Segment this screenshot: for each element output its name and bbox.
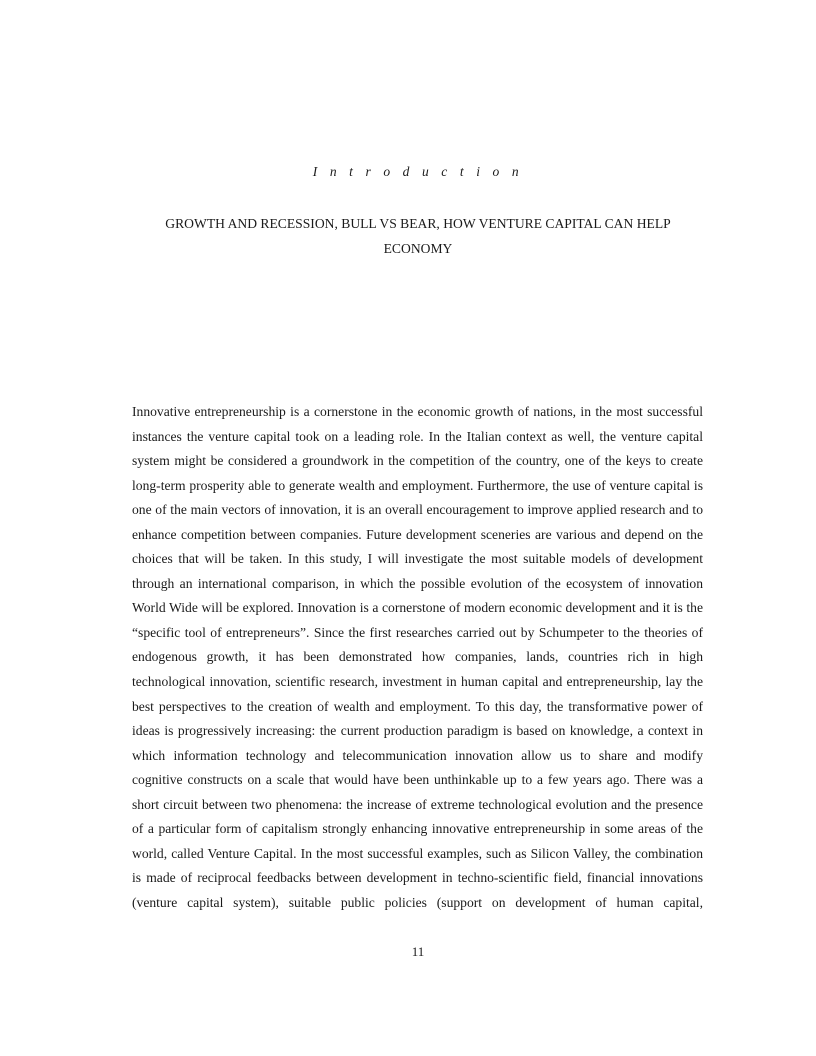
body-paragraph: Innovative entrepreneurship is a cornerstone in the economic growth of nations, in the most successful instances the venture capital took on a leading role. In the Italian context as well, the venture capital system might be considered a groundwork in the competition of the country, one of the keys to create long-term prosperity able to generate wealth and employment. Furthermore, the use of venture capital is one of the main vectors of innovation, it is an overall encouragement to improve applied research and to enhance competition between companies. Future development sceneries are various and depend on the choices that will be taken. In this study, I will investigate the most suitable models of development through an international comparison, in which the possible evolution of the ecosystem of innovation World Wide will be explored. Innovation is a cornerstone of modern economic development and it is the “specific tool of entrepreneurs”. Since the first researches carried out by Schumpeter to the theories of endogenous growth, it has been demonstrated how companies, lands, countries rich in high technological innovation, scientific research, investment in human capital and entrepreneurship, lay the best perspectives to the creation of wealth and employment. To this day, the transformative power of ideas is progressively increasing: the current production paradigm is based on knowledge, a context in which information technology and telecommunication innovation allow us to share and modify cognitive constructs on a scale that would have been unthinkable up to a few years ago. There was a short circuit between two phenomena: the increase of extreme technological evolution and the presence of a particular form of capitalism strongly enhancing innovative entrepreneurship in some areas of the world, called Venture Capital. In the most successful examples, such as Silicon Valley, the combination is made of reciprocal feedbacks between development in techno-scientific field, financial innovations (venture capital system), suitable public policies (support on development of human capital,	[132, 404, 703, 910]
chapter-label: I n t r o d u c t i o n	[312, 164, 524, 179]
page-number: 11	[411, 944, 425, 959]
chapter-title: GROWTH AND RECESSION, BULL VS BEAR, HOW VENTURE CAPITAL CAN HELP ECONOMY	[165, 216, 671, 256]
